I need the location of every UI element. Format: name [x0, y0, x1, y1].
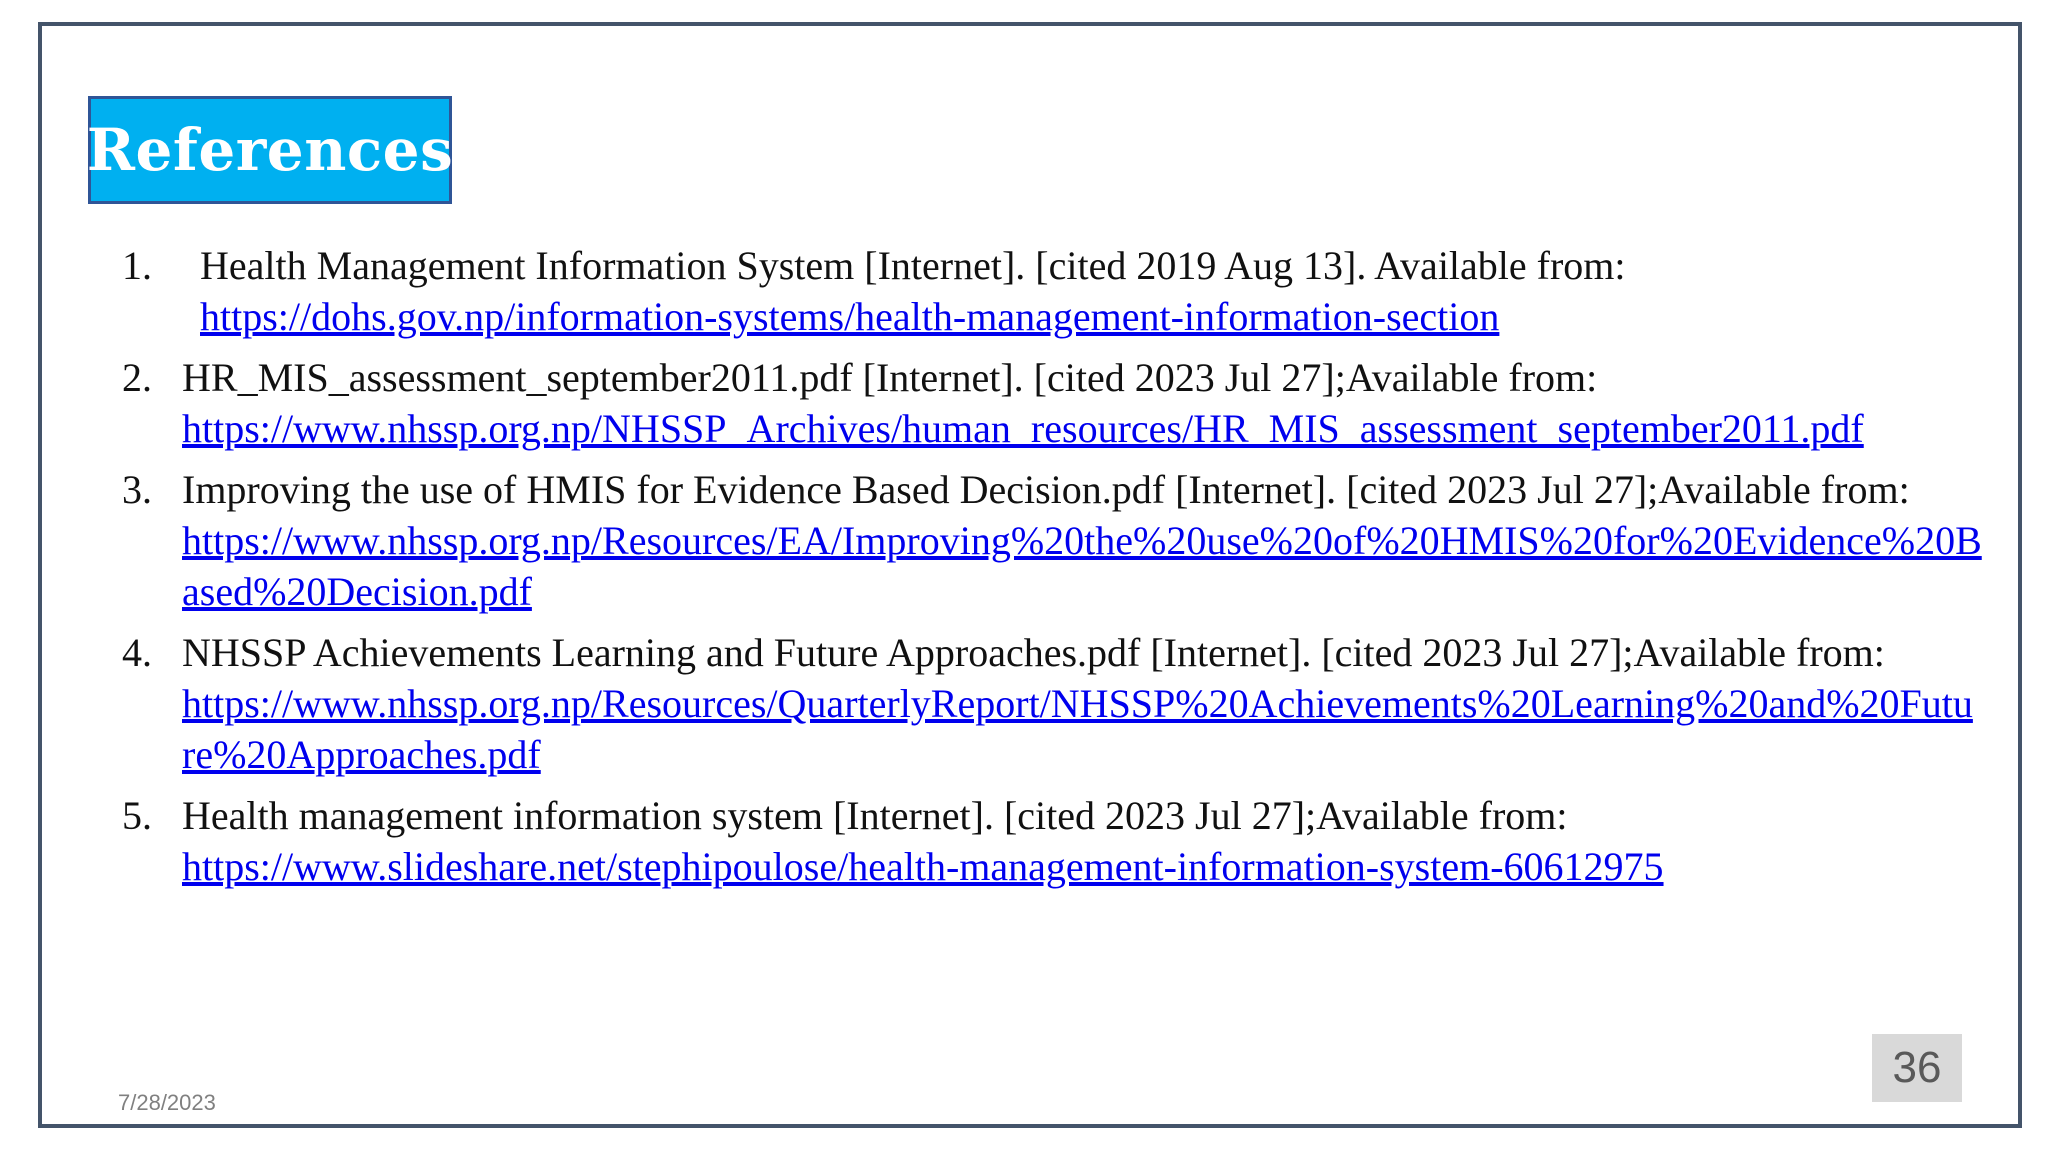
reference-list: [122, 240, 1982, 902]
reference-link[interactable]: https://www.nhssp.org.np/Resources/QuarterlyReport/NHSSP%20Achievements%20Learning%20and%20Future%20Approaches.pdf: [182, 681, 1973, 777]
reference-link[interactable]: https://www.nhssp.org.np/Resources/EA/Improving%20the%20use%20of%20HMIS%20for%20Evidence%20Based%20Decision.pdf: [182, 518, 1982, 614]
slide-date: 7/28/2023: [118, 1090, 216, 1115]
reference-number: 1.: [122, 243, 152, 288]
reference-text: NHSSP Achievements Learning and Future Approaches.pdf [Internet]. [cited 2023 Jul 27];Available from:: [182, 630, 1885, 675]
reference-text: Health management information system [Internet]. [cited 2023 Jul 27];Available from:: [182, 793, 1568, 838]
reference-text: Improving the use of HMIS for Evidence Based Decision.pdf [Internet]. [cited 2023 Jul 27];Available from:: [182, 467, 1910, 512]
slide-title: References: [86, 116, 454, 184]
reference-link[interactable]: https://www.slideshare.net/stephipoulose/health-management-information-system-60612975: [182, 844, 1664, 889]
reference-text: Health Management Information System [Internet]. [cited 2019 Aug 13]. Available from:: [200, 243, 1626, 288]
reference-number: 5.: [122, 793, 152, 838]
reference-number: 2.: [122, 355, 152, 400]
reference-number: 4.: [122, 630, 152, 675]
reference-item: [122, 790, 1982, 892]
reference-item: [122, 627, 1982, 780]
title-box: [88, 96, 452, 204]
page-number: 36: [1872, 1034, 1962, 1102]
reference-text: HR_MIS_assessment_september2011.pdf [Internet]. [cited 2023 Jul 27];Available from:: [182, 355, 1598, 400]
reference-link[interactable]: https://dohs.gov.np/information-systems/health-management-information-section: [200, 294, 1500, 339]
reference-link[interactable]: https://www.nhssp.org.np/NHSSP_Archives/human_resources/HR_MIS_assessment_september2011.pdf: [182, 406, 1864, 451]
reference-item: [122, 464, 1982, 617]
reference-item: [122, 352, 1982, 454]
reference-item: [122, 240, 1982, 342]
reference-number: 3.: [122, 467, 152, 512]
